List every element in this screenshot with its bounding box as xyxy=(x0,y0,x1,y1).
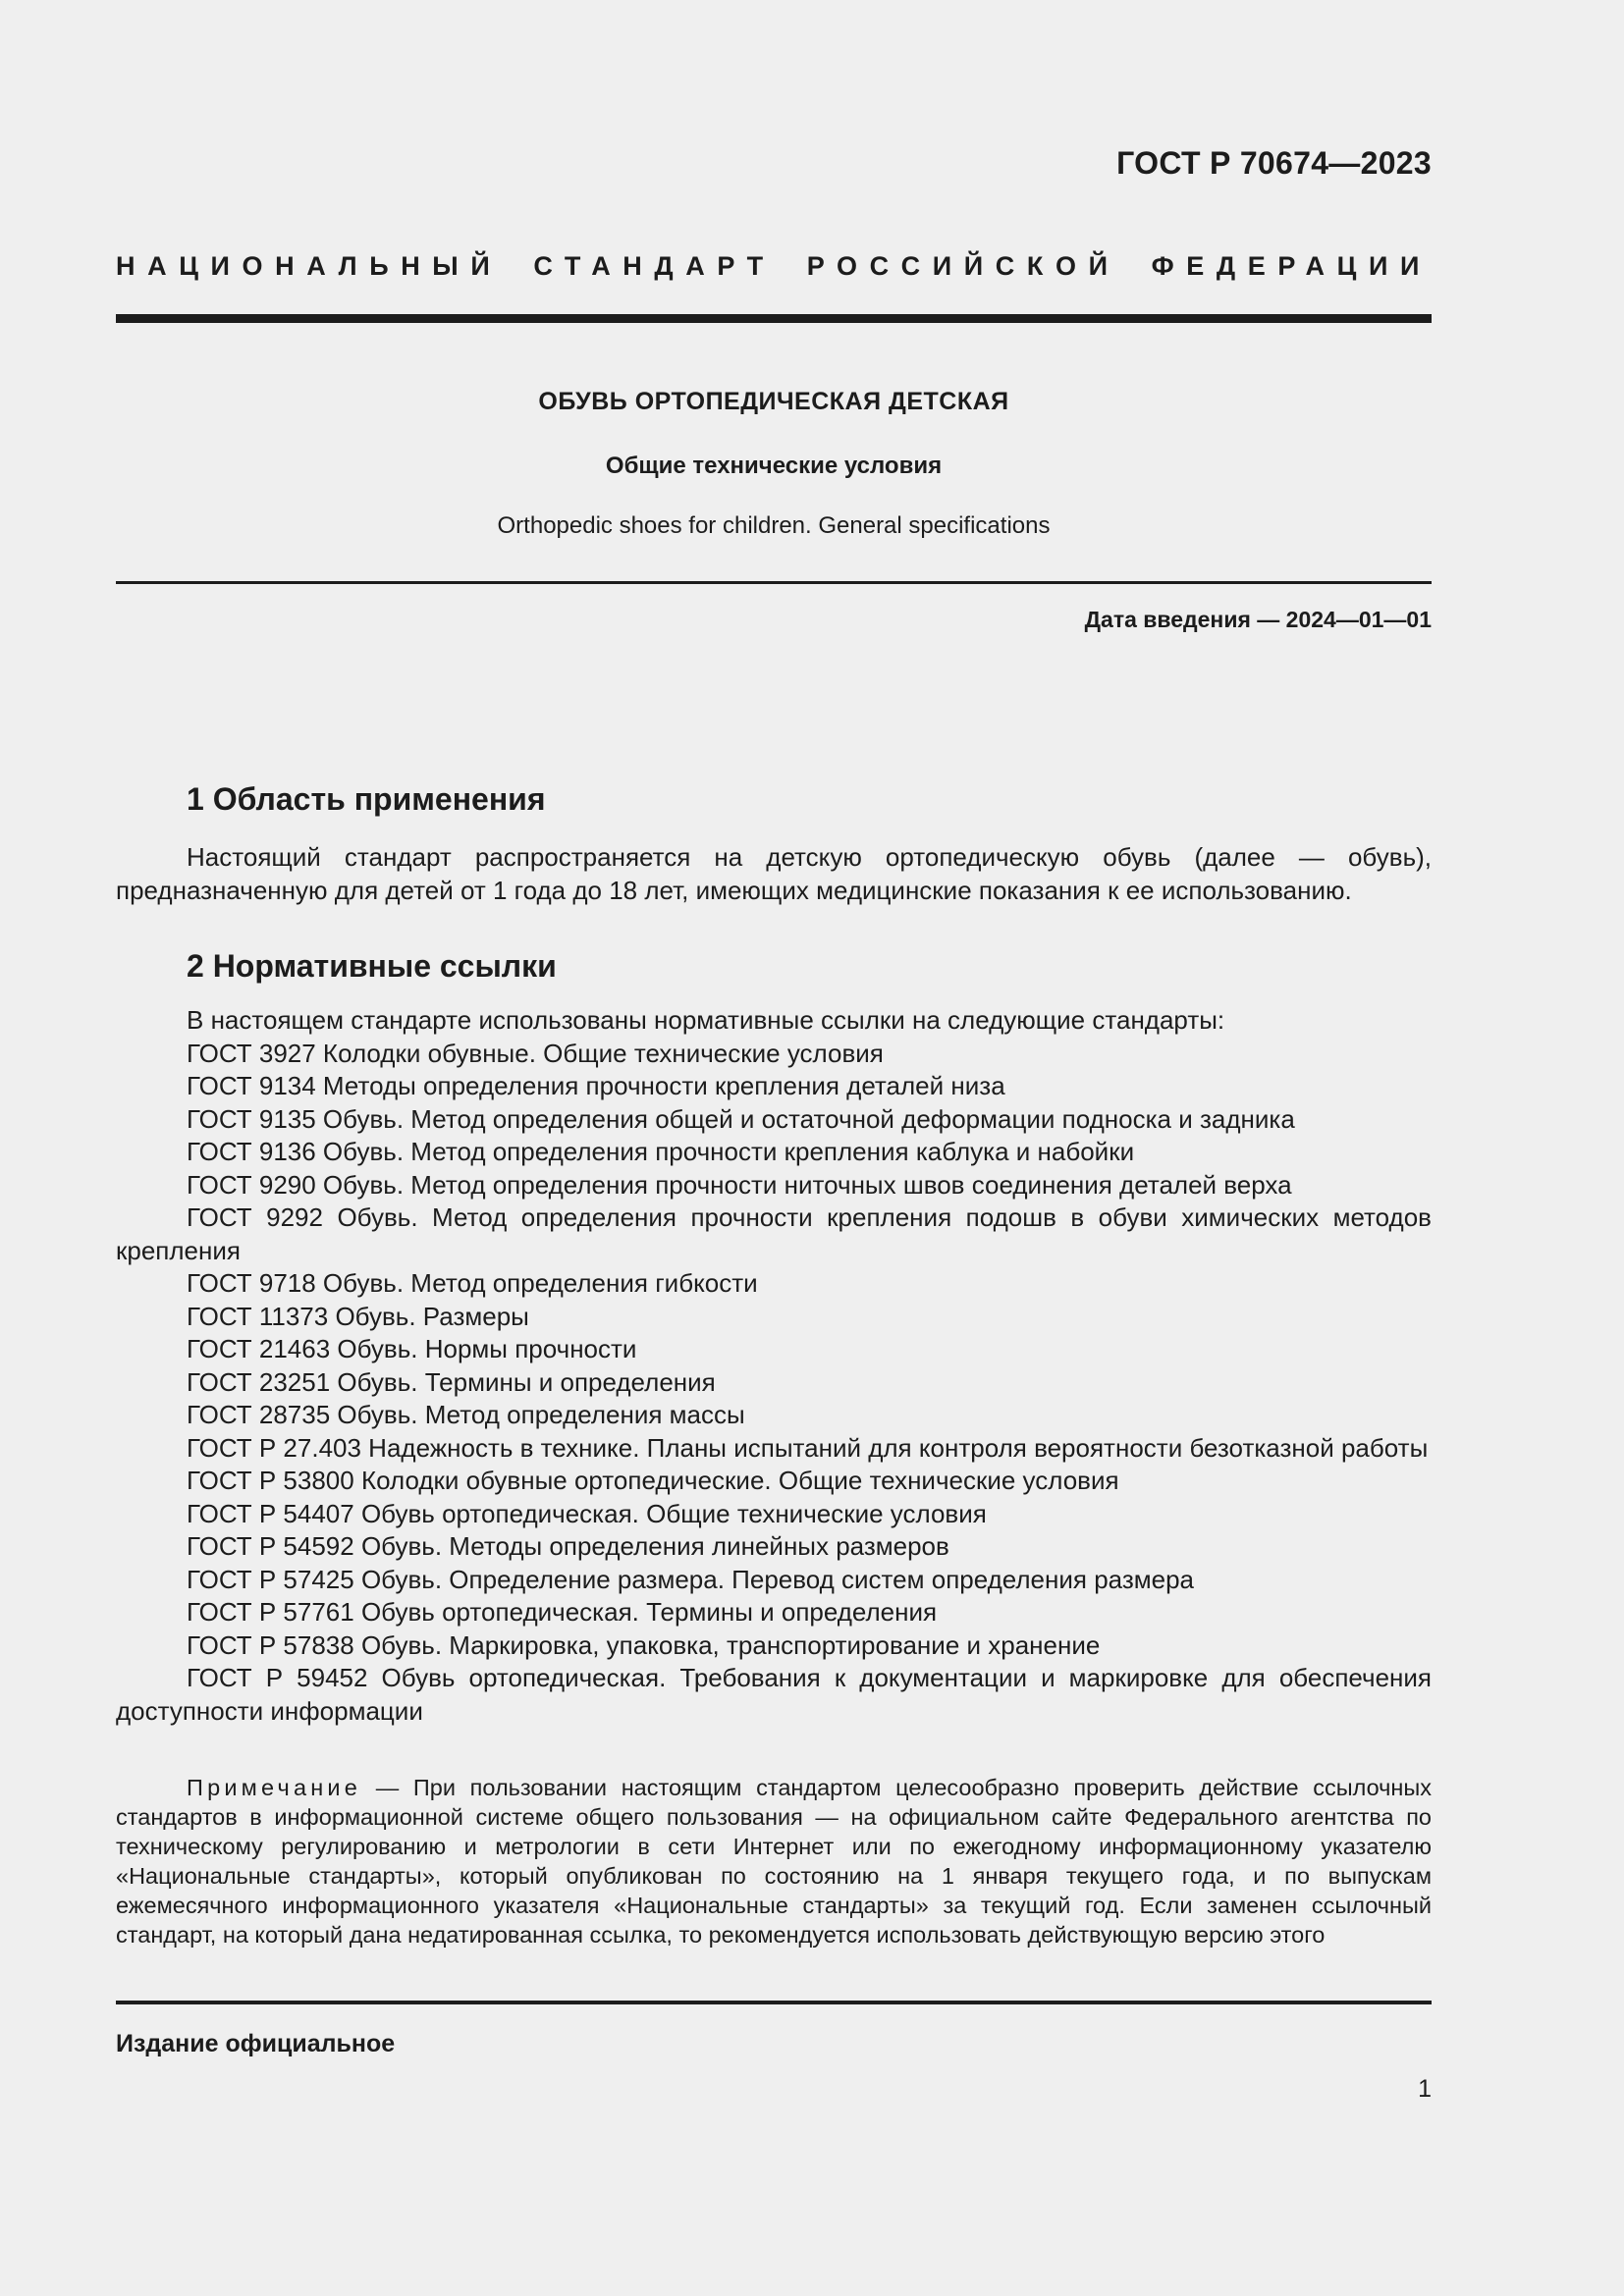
references-note xyxy=(116,1773,1432,1949)
title-divider xyxy=(116,581,1432,584)
normative-references-list xyxy=(116,1004,1432,1728)
reference-item: ГОСТ 9292 Обувь. Метод определения прочности крепления подошв в обуви химических методов крепления xyxy=(116,1202,1432,1265)
footer-divider xyxy=(116,2001,1432,2004)
document-subtitle: Общие технические условия xyxy=(605,453,943,479)
reference-item: ГОСТ Р 27.403 Надежность в технике. Планы испытаний для контроля вероятности безотказной работы xyxy=(187,1432,1429,1463)
document-number: ГОСТ Р 70674—2023 xyxy=(1116,145,1432,181)
reference-item: ГОСТ 11373 Обувь. Размеры xyxy=(187,1301,529,1331)
reference-item: ГОСТ 9290 Обувь. Метод определения прочности ниточных швов соединения деталей верха xyxy=(187,1169,1292,1200)
document-page xyxy=(116,0,1432,2296)
reference-item: ГОСТ 3927 Колодки обувные. Общие технические условия xyxy=(187,1038,884,1068)
reference-item: ГОСТ 9134 Методы определения прочности крепления деталей низа xyxy=(187,1071,1005,1100)
reference-item: ГОСТ 9135 Обувь. Метод определения общей и остаточной деформации подноска и задника xyxy=(187,1103,1295,1134)
header-divider xyxy=(116,314,1432,323)
section-1-text xyxy=(116,841,1432,907)
reference-item: ГОСТ 28735 Обувь. Метод определения массы xyxy=(187,1400,745,1429)
references-intro: В настоящем стандарте использованы нормативные ссылки на следующие стандарты: xyxy=(187,1005,1225,1035)
section-2-heading: 2 Нормативные ссылки xyxy=(187,948,557,984)
reference-item: ГОСТ 9718 Обувь. Метод определения гибкости xyxy=(187,1268,758,1298)
reference-item: ГОСТ Р 54407 Обувь ортопедическая. Общие технические условия xyxy=(187,1498,987,1528)
reference-item: ГОСТ Р 54592 Обувь. Методы определения линейных размеров xyxy=(187,1531,949,1561)
section-1-paragraph: Настоящий стандарт распространяется на детскую ортопедическую обувь (далее — обувь), предназначенную для детей от 1 года до 18 лет, имеющих медицинские показания к ее использованию. xyxy=(116,842,1432,905)
reference-item: ГОСТ Р 57838 Обувь. Маркировка, упаковка, транспортирование и хранение xyxy=(187,1629,1101,1660)
page-number: 1 xyxy=(1418,2075,1432,2103)
official-edition-label: Издание официальное xyxy=(116,2030,396,2057)
reference-item: ГОСТ Р 53800 Колодки обувные ортопедические. Общие технические условия xyxy=(187,1466,1119,1495)
note-label: Примечание xyxy=(187,1775,362,1800)
reference-item: ГОСТ Р 59452 Обувь ортопедическая. Требования к документации и маркировке для обеспечения доступности информации xyxy=(116,1663,1432,1726)
note-text: — При пользовании настоящим стандартом целесообразно проверить действие ссылочных стандартов в информационной системе общего пользования — на официальном сайте Федерального агентства по техническому регулированию и метрологии в сети Интернет или по ежегодному информационному указателю «Национальные стандарты», который опубликован по состоянию на 1 января текущего года, и по выпускам ежемесячного информационного указателя «Национальные стандарты» за текущий год. Если заменен ссылочный стандарт, на который дана недатированная ссылка, то рекомендуется использовать действующую версию этого xyxy=(116,1775,1432,1948)
document-title-english: Orthopedic shoes for children. General specifications xyxy=(497,512,1051,539)
reference-item: ГОСТ Р 57425 Обувь. Определение размера. Перевод систем определения размера xyxy=(187,1564,1195,1594)
introduction-date: Дата введения — 2024—01—01 xyxy=(1084,607,1432,632)
section-1-heading: 1 Область применения xyxy=(187,781,546,817)
document-title: ОБУВЬ ОРТОПЕДИЧЕСКАЯ ДЕТСКАЯ xyxy=(538,388,1009,415)
national-standard-banner: НАЦИОНАЛЬНЫЙ СТАНДАРТ РОССИЙСКОЙ ФЕДЕРАЦИИ xyxy=(116,251,1432,281)
reference-item: ГОСТ Р 57761 Обувь ортопедическая. Термины и определения xyxy=(187,1597,938,1627)
reference-item: ГОСТ 9136 Обувь. Метод определения прочности крепления каблука и набойки xyxy=(187,1137,1135,1166)
reference-item: ГОСТ 21463 Обувь. Нормы прочности xyxy=(187,1334,637,1363)
reference-item: ГОСТ 23251 Обувь. Термины и определения xyxy=(187,1366,716,1397)
